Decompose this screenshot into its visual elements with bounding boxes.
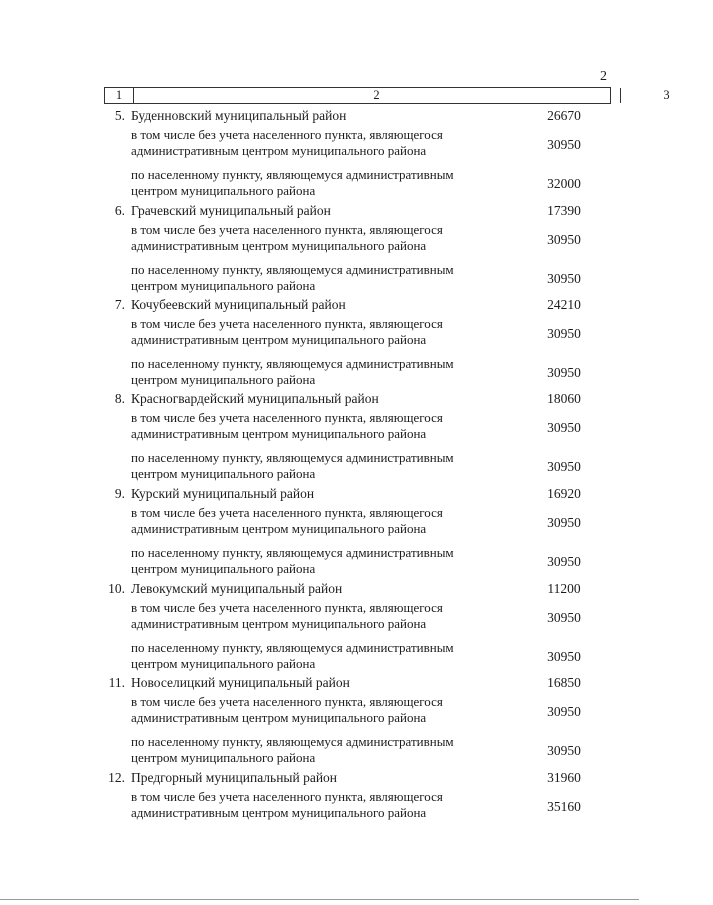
district-name: Красногвардейский муниципальный район (131, 391, 379, 406)
page-number: 2 (600, 69, 607, 84)
sub-row-center-line2: центром муниципального района (131, 656, 316, 671)
row-number: 11. (108, 675, 125, 690)
row-number: 10. (108, 581, 125, 596)
sub-row-excluding-center-value: 30950 (547, 326, 581, 341)
district-total-value: 26670 (547, 108, 581, 123)
district-name: Буденновский муниципальный район (131, 108, 347, 123)
sub-row-center-value: 30950 (547, 743, 581, 758)
district-name: Левокумский муниципальный район (131, 581, 343, 596)
district-total-value: 11200 (547, 581, 581, 596)
row-number: 7. (114, 297, 125, 312)
district-total-value: 31960 (547, 770, 581, 785)
sub-row-center-value: 30950 (547, 554, 581, 569)
sub-row-excluding-center-value: 30950 (547, 137, 581, 152)
sub-row-excluding-center-line1: в том числе без учета населенного пункта, являющегося (131, 789, 443, 804)
district-name: Предгорный муниципальный район (131, 770, 338, 785)
district-total-value: 16920 (547, 486, 581, 501)
sub-row-center-value: 30950 (547, 271, 581, 286)
row-number: 9. (114, 486, 125, 501)
district-name: Новоселицкий муниципальный район (131, 675, 350, 690)
sub-row-center-value: 32000 (547, 176, 581, 191)
row-number: 8. (114, 391, 125, 406)
sub-row-center-line2: центром муниципального района (131, 372, 316, 387)
district-total-value: 17390 (547, 203, 581, 218)
district-total-value: 16850 (547, 675, 581, 690)
sub-row-excluding-center-value: 30950 (547, 610, 581, 625)
sub-row-excluding-center-line2: административным центром муниципального района (131, 426, 427, 441)
district-name: Курский муниципальный район (131, 486, 315, 501)
sub-row-excluding-center-line1: в том числе без учета населенного пункта, являющегося (131, 127, 443, 142)
sub-row-excluding-center-line2: административным центром муниципального района (131, 143, 427, 158)
sub-row-center-line2: центром муниципального района (131, 466, 316, 481)
header-col-1: 1 (105, 88, 134, 103)
sub-row-excluding-center-line2: административным центром муниципального района (131, 805, 427, 820)
sub-row-center-line1: по населенному пункту, являющемуся административным (131, 262, 454, 277)
sub-row-center-line2: центром муниципального района (131, 750, 316, 765)
sub-row-center-line1: по населенному пункту, являющемуся административным (131, 356, 454, 371)
sub-row-excluding-center-line1: в том числе без учета населенного пункта, являющегося (131, 600, 443, 615)
sub-row-excluding-center-value: 35160 (547, 799, 581, 814)
sub-row-excluding-center-line2: административным центром муниципального района (131, 710, 427, 725)
row-number: 6. (114, 203, 125, 218)
sub-row-center-line1: по населенному пункту, являющемуся административным (131, 450, 454, 465)
header-col-3: 3 (663, 88, 670, 102)
sub-row-excluding-center-line1: в том числе без учета населенного пункта, являющегося (131, 694, 443, 709)
header-col-2: 2 (133, 88, 621, 103)
sub-row-center-value: 30950 (547, 459, 581, 474)
row-number: 5. (114, 108, 125, 123)
sub-row-excluding-center-value: 30950 (547, 232, 581, 247)
page-bottom-edge (0, 899, 639, 900)
sub-row-excluding-center-line1: в том числе без учета населенного пункта, являющегося (131, 505, 443, 520)
sub-row-center-value: 30950 (547, 365, 581, 380)
sub-row-excluding-center-line2: административным центром муниципального района (131, 521, 427, 536)
sub-row-center-line1: по населенному пункту, являющемуся административным (131, 167, 454, 182)
sub-row-excluding-center-value: 30950 (547, 420, 581, 435)
district-total-value: 18060 (547, 391, 581, 406)
sub-row-center-value: 30950 (547, 649, 581, 664)
sub-row-center-line1: по населенному пункту, являющемуся административным (131, 545, 454, 560)
district-name: Грачевский муниципальный район (131, 203, 331, 218)
sub-row-excluding-center-value: 30950 (547, 515, 581, 530)
row-number: 12. (108, 770, 125, 785)
sub-row-excluding-center-line2: административным центром муниципального района (131, 616, 427, 631)
sub-row-excluding-center-value: 30950 (547, 704, 581, 719)
sub-row-center-line1: по населенному пункту, являющемуся административным (131, 640, 454, 655)
sub-row-excluding-center-line1: в том числе без учета населенного пункта, являющегося (131, 222, 443, 237)
district-total-value: 24210 (547, 297, 581, 312)
sub-row-center-line1: по населенному пункту, являющемуся административным (131, 734, 454, 749)
sub-row-center-line2: центром муниципального района (131, 561, 316, 576)
sub-row-excluding-center-line1: в том числе без учета населенного пункта, являющегося (131, 410, 443, 425)
table-header (104, 87, 670, 104)
sub-row-center-line2: центром муниципального района (131, 183, 316, 198)
sub-row-center-line2: центром муниципального района (131, 278, 316, 293)
sub-row-excluding-center-line1: в том числе без учета населенного пункта, являющегося (131, 316, 443, 331)
sub-row-excluding-center-line2: административным центром муниципального района (131, 238, 427, 253)
sub-row-excluding-center-line2: административным центром муниципального района (131, 332, 427, 347)
district-name: Кочубеевский муниципальный район (131, 297, 346, 312)
